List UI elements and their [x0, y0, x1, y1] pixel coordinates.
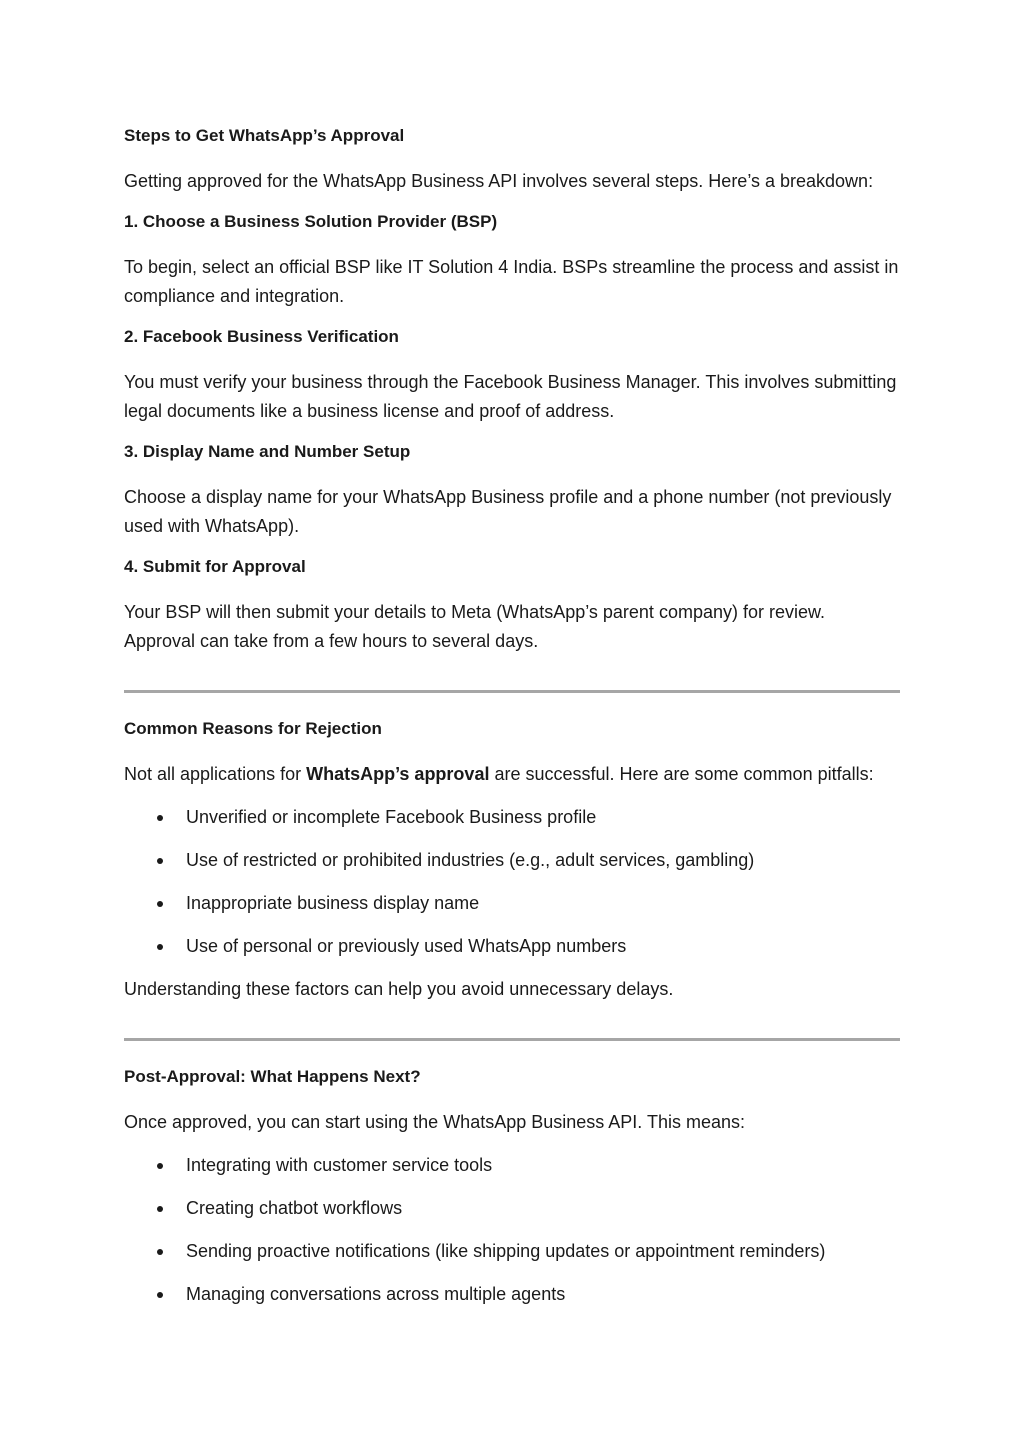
step-heading: 3. Display Name and Number Setup	[124, 442, 411, 461]
bullet-icon	[157, 1206, 163, 1212]
bullet-icon	[157, 858, 163, 864]
bullet-icon	[157, 1292, 163, 1298]
bullet-icon	[157, 815, 163, 821]
section-heading: Steps to Get WhatsApp’s Approval	[124, 126, 405, 145]
list-item: Creating chatbot workflows	[124, 1194, 900, 1223]
paragraph: Understanding these factors can help you avoid unnecessary delays.	[124, 979, 674, 999]
paragraph: Getting approved for the WhatsApp Business API involves several steps. Here’s a breakdown:	[124, 171, 874, 191]
list-item: Managing conversations across multiple agents	[124, 1280, 900, 1309]
section-heading: Post-Approval: What Happens Next?	[124, 1067, 421, 1086]
paragraph: You must verify your business through the Facebook Business Manager. This involves submitting legal documents like a business license and proof of address.	[124, 372, 897, 421]
section-heading: Common Reasons for Rejection	[124, 719, 382, 738]
list-item: Use of personal or previously used WhatsApp numbers	[124, 932, 900, 961]
paragraph: Choose a display name for your WhatsApp Business profile and a phone number (not previously used with WhatsApp).	[124, 487, 892, 536]
list-item: Integrating with customer service tools	[124, 1151, 900, 1180]
step-heading: 2. Facebook Business Verification	[124, 327, 399, 346]
list-item: Use of restricted or prohibited industries (e.g., adult services, gambling)	[124, 846, 900, 875]
bullet-icon	[157, 1163, 163, 1169]
list-item: Sending proactive notifications (like shipping updates or appointment reminders)	[124, 1237, 900, 1266]
bullet-icon	[157, 901, 163, 907]
bold-phrase: WhatsApp’s approval	[306, 764, 490, 784]
bullet-icon	[157, 944, 163, 950]
document-body	[124, 124, 900, 1323]
paragraph: Not all applications for WhatsApp’s approval are successful. Here are some common pitfalls:	[124, 764, 874, 784]
step-heading: 1. Choose a Business Solution Provider (BSP)	[124, 212, 498, 231]
list-item: Unverified or incomplete Facebook Business profile	[124, 803, 900, 832]
bullet-list	[124, 803, 900, 961]
bullet-list	[124, 1151, 900, 1309]
list-item: Inappropriate business display name	[124, 889, 900, 918]
paragraph: Your BSP will then submit your details to Meta (WhatsApp’s parent company) for review. Approval can take from a few hours to several days.	[124, 602, 825, 651]
paragraph: Once approved, you can start using the WhatsApp Business API. This means:	[124, 1112, 745, 1132]
step-heading: 4. Submit for Approval	[124, 557, 306, 576]
paragraph: To begin, select an official BSP like IT Solution 4 India. BSPs streamline the process and assist in compliance and integration.	[124, 257, 899, 306]
bullet-icon	[157, 1249, 163, 1255]
